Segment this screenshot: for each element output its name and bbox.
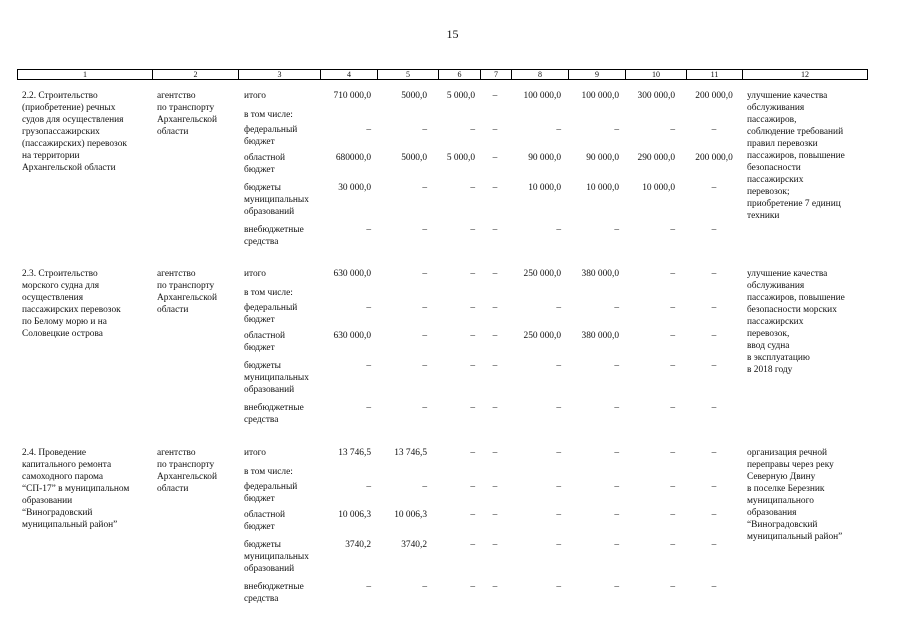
funding-source-label: областной бюджет [244, 510, 286, 532]
funding-source-label: итого [244, 91, 266, 101]
amount-cell: – [556, 510, 561, 520]
amount-cell: 5000,0 [401, 91, 427, 101]
amount-cell: – [470, 510, 475, 520]
amount-cell: – [366, 582, 371, 592]
header-cell-2: 2 [152, 69, 238, 80]
amount-cell: – [711, 125, 717, 135]
amount-cell: – [492, 482, 498, 492]
amount-cell: 3740,2 [345, 540, 371, 550]
amount-cell: 100 000,0 [523, 91, 561, 101]
amount-cell: 630 000,0 [333, 331, 371, 341]
amount-cell: – [556, 125, 561, 135]
amount-cell: 5 000,0 [446, 91, 475, 101]
amount-cell: – [556, 403, 561, 413]
funding-source-label: внебюджетные средства [244, 225, 304, 247]
amount-cell: – [614, 510, 619, 520]
funding-source-label: в том числе: [244, 467, 293, 477]
amount-cell: – [422, 125, 427, 135]
measure-name: 2.2. Строительство (приобретение) речных судов для осуществления грузопассажирских (пассажирских) перевозок на территории Архангельской области [22, 91, 127, 173]
amount-cell: – [614, 582, 619, 592]
page-number: 15 [446, 27, 459, 41]
expected-result: улучшение качества обслуживания пассажиров, соблюдение требований правил перевозки пассажиров, повышение безопасности пассажирских перевозок; приобретение 7 единиц техники [747, 91, 845, 221]
amount-cell: – [492, 510, 498, 520]
amount-cell: – [470, 183, 475, 193]
amount-cell: – [470, 403, 475, 413]
funding-source-label: итого [244, 269, 266, 279]
amount-cell: 200 000,0 [695, 91, 733, 101]
amount-cell: – [492, 269, 498, 279]
funding-source-label: внебюджетные средства [244, 403, 304, 425]
amount-cell: – [711, 303, 717, 313]
amount-cell: – [711, 361, 717, 371]
amount-cell: – [614, 482, 619, 492]
amount-cell: – [492, 183, 498, 193]
amount-cell: – [670, 540, 675, 550]
amount-cell: – [711, 582, 717, 592]
amount-cell: – [711, 403, 717, 413]
amount-cell: 5000,0 [401, 153, 427, 163]
amount-cell: – [422, 225, 427, 235]
amount-cell: – [492, 303, 498, 313]
expected-result: организация речной переправы через реку Северную Двину в поселке Березник муниципального образования “Виноградовский муниципальный район” [747, 448, 843, 542]
amount-cell: 300 000,0 [637, 91, 675, 101]
amount-cell: 710 000,0 [333, 91, 371, 101]
amount-cell: 250 000,0 [523, 269, 561, 279]
amount-cell: – [470, 303, 475, 313]
amount-cell: – [556, 361, 561, 371]
measure-name: 2.4. Проведение капитального ремонта самоходного парома “СП-17” в муниципальном образовании “Виноградовский муниципальный район” [22, 448, 130, 530]
header-cell-7: 7 [480, 69, 511, 80]
amount-cell: 90 000,0 [528, 153, 561, 163]
amount-cell: – [470, 482, 475, 492]
amount-cell: – [556, 225, 561, 235]
amount-cell: – [422, 303, 427, 313]
amount-cell: – [556, 482, 561, 492]
amount-cell: 10 000,0 [528, 183, 561, 193]
amount-cell: – [366, 403, 371, 413]
amount-cell: – [711, 510, 717, 520]
amount-cell: – [670, 225, 675, 235]
executor: агентство по транспорту Архангельской области [157, 269, 217, 315]
amount-cell: – [492, 540, 498, 550]
amount-cell: – [670, 269, 675, 279]
funding-source-label: итого [244, 448, 266, 458]
header-cell-6: 6 [438, 69, 480, 80]
amount-cell: – [670, 125, 675, 135]
amount-cell: – [492, 91, 498, 101]
amount-cell: 380 000,0 [581, 331, 619, 341]
amount-cell: – [422, 361, 427, 371]
amount-cell: 90 000,0 [586, 153, 619, 163]
amount-cell: – [366, 303, 371, 313]
amount-cell: – [556, 303, 561, 313]
funding-source-label: бюджеты муниципальных образований [244, 183, 309, 217]
amount-cell: – [470, 269, 475, 279]
amount-cell: 10 006,3 [394, 510, 427, 520]
funding-source-label: областной бюджет [244, 331, 286, 353]
funding-source-label: в том числе: [244, 110, 293, 120]
amount-cell: – [492, 331, 498, 341]
amount-cell: – [470, 448, 475, 458]
amount-cell: – [614, 303, 619, 313]
amount-cell: – [711, 540, 717, 550]
funding-source-label: бюджеты муниципальных образований [244, 540, 309, 574]
amount-cell: – [614, 225, 619, 235]
amount-cell: – [670, 361, 675, 371]
amount-cell: – [470, 540, 475, 550]
amount-cell: – [470, 331, 475, 341]
header-cell-3: 3 [238, 69, 320, 80]
executor: агентство по транспорту Архангельской области [157, 448, 217, 494]
amount-cell: 380 000,0 [581, 269, 619, 279]
amount-cell: 100 000,0 [581, 91, 619, 101]
amount-cell: – [470, 361, 475, 371]
amount-cell: – [422, 403, 427, 413]
funding-source-label: внебюджетные средства [244, 582, 304, 604]
amount-cell: 30 000,0 [338, 183, 371, 193]
expected-result: улучшение качества обслуживания пассажиров, повышение безопасности морских пассажирских перевозок, ввод судна в эксплуатацию в 2018 году [747, 269, 845, 375]
amount-cell: – [711, 482, 717, 492]
funding-source-label: в том числе: [244, 288, 293, 298]
header-cell-9: 9 [568, 69, 625, 80]
funding-source-label: федеральный бюджет [244, 125, 298, 147]
amount-cell: – [492, 582, 498, 592]
amount-cell: 200 000,0 [695, 153, 733, 163]
funding-source-label: областной бюджет [244, 153, 286, 175]
header-cell-5: 5 [377, 69, 438, 80]
header-cell-4: 4 [320, 69, 377, 80]
amount-cell: – [366, 125, 371, 135]
amount-cell: – [492, 225, 498, 235]
amount-cell: – [670, 303, 675, 313]
amount-cell: – [614, 361, 619, 371]
amount-cell: 630 000,0 [333, 269, 371, 279]
measure-name: 2.3. Строительство морского судна для осуществления пассажирских перевозок по Белому морю и на Соловецкие острова [22, 269, 121, 339]
amount-cell: – [614, 448, 619, 458]
amount-cell: – [470, 125, 475, 135]
header-cell-10: 10 [625, 69, 686, 80]
amount-cell: – [422, 582, 427, 592]
amount-cell: 680000,0 [335, 153, 371, 163]
amount-cell: – [492, 448, 498, 458]
amount-cell: – [670, 482, 675, 492]
amount-cell: – [670, 448, 675, 458]
amount-cell: – [711, 225, 717, 235]
amount-cell: – [711, 183, 717, 193]
amount-cell: – [556, 540, 561, 550]
amount-cell: 10 000,0 [642, 183, 675, 193]
amount-cell: – [366, 225, 371, 235]
amount-cell: – [422, 183, 427, 193]
funding-source-label: федеральный бюджет [244, 303, 298, 325]
header-cell-11: 11 [686, 69, 742, 80]
amount-cell: 250 000,0 [523, 331, 561, 341]
header-cell-1: 1 [17, 69, 152, 80]
amount-cell: – [670, 403, 675, 413]
amount-cell: – [422, 482, 427, 492]
amount-cell: – [492, 403, 498, 413]
amount-cell: – [422, 331, 427, 341]
amount-cell: – [556, 448, 561, 458]
amount-cell: – [614, 540, 619, 550]
amount-cell: – [492, 153, 498, 163]
amount-cell: – [492, 361, 498, 371]
amount-cell: 10 006,3 [338, 510, 371, 520]
funding-source-label: федеральный бюджет [244, 482, 298, 504]
amount-cell: – [492, 125, 498, 135]
funding-source-label: бюджеты муниципальных образований [244, 361, 309, 395]
amount-cell: 10 000,0 [586, 183, 619, 193]
amount-cell: – [711, 269, 717, 279]
header-cell-12: 12 [742, 69, 868, 80]
amount-cell: – [556, 582, 561, 592]
executor: агентство по транспорту Архангельской области [157, 91, 217, 137]
amount-cell: – [670, 582, 675, 592]
amount-cell: – [614, 403, 619, 413]
amount-cell: 13 746,5 [338, 448, 371, 458]
amount-cell: – [366, 482, 371, 492]
amount-cell: – [670, 331, 675, 341]
amount-cell: – [422, 269, 427, 279]
amount-cell: 5 000,0 [446, 153, 475, 163]
amount-cell: – [366, 361, 371, 371]
amount-cell: – [711, 448, 717, 458]
amount-cell: – [470, 225, 475, 235]
amount-cell: – [614, 125, 619, 135]
amount-cell: – [711, 331, 717, 341]
amount-cell: 3740,2 [401, 540, 427, 550]
amount-cell: 13 746,5 [394, 448, 427, 458]
header-cell-8: 8 [511, 69, 568, 80]
amount-cell: 290 000,0 [637, 153, 675, 163]
amount-cell: – [670, 510, 675, 520]
amount-cell: – [470, 582, 475, 592]
